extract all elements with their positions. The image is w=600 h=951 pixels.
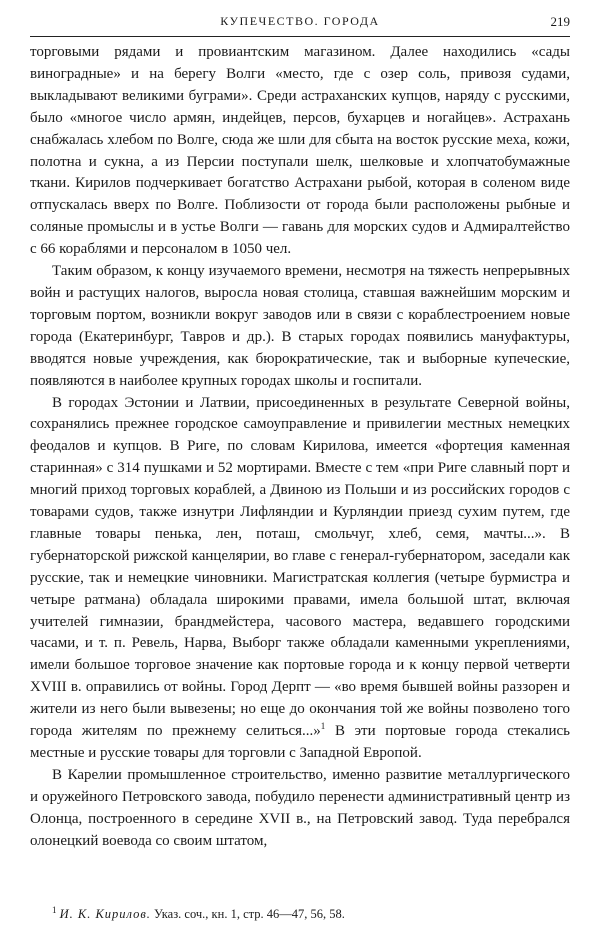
- page-number: 219: [550, 14, 570, 29]
- baltic-text-end: В эти портовые города стекались местные и русские товары для торговли с Западной Европой.: [30, 723, 571, 761]
- header-rule: [30, 36, 570, 37]
- paragraph-baltic: [30, 393, 570, 765]
- footnote-reference: 1: [320, 721, 326, 732]
- paragraph-astrakhan: торговыми рядами и провиантским магазином. Далее находились «сады виноградные» и на берегу Волги «место, где с озер соль, привозя судами, выкладывают великими буграми». Среди астраханских купцов, наряду с русскими, было «многое число армян, индейцев, персов, бухарцев и ногайцев». Астрахань снабжалась хлебом по Волге, сюда же шли для сбыта на восток русские меха, кожи, полотна и сукна, а из Персии поступали шелк, шелковые и хлопчатобумажные ткани. Кирилов подчеркивает богатство Астрахани рыбой, которая в соленом виде отпускалась вверх по Волге. Поблизости от города были расположены рыбные и соляные промыслы и в устье Волги — гавань для морских судов и Адмиралтейство с 66 кораблями и персоналом в 1050 чел.: [30, 44, 570, 258]
- running-title: КУПЕЧЕСТВО. ГОРОДА: [220, 14, 380, 28]
- footnote: [30, 906, 570, 922]
- page-header: [30, 14, 570, 36]
- footnote-text: Указ. соч., кн. 1, стр. 46—47, 56, 58.: [154, 907, 345, 921]
- footnote-author: И. К. Кирилов.: [59, 907, 151, 921]
- footnote-number: 1: [52, 904, 57, 915]
- body-text: [30, 42, 570, 853]
- baltic-text-tail: [325, 723, 335, 739]
- baltic-text: В городах Эстонии и Латвии, присоединенных в результате Северной войны, сохранялись прежнее городское самоуправление и привилегии местных немецких феодалов и купцов. В Риге, по словам Кирилова, имеется «фортеция каменная старинная» с 314 пушками и 52 мортирами. Вместе с тем «при Риге славный порт и многий приход торговых кораблей, а Двиною из Польши и из российских городов с товарами судов, также изнутри Лифляндии и Курляндии приезд сухим путем, где главные товары пенька, лен, поташ, смольчуг, хлеб, семя, мачты...». В губернаторской рижской канцелярии, во главе с генерал-губернатором, заседали как русские, так и немецкие чиновники. Магистратская коллегия (четыре бурмистра и четыре ратмана) обладала широкими правами, имела большой штат, включая учителей гимназии, брандмейстера, часового мастера, ведавшего городскими часами, и т. п. Ревель, Нарва, Выборг также обладали каменными укреплениями, имели большое торговое значение как портовые города и к концу первой четверти XVIII в. оправились от войны. Город Дерпт — «во время бывшей войны раззорен и жители из него были вывезены; но еще до окончания той же войны позволено того города жителям по прежнему селиться...»: [30, 394, 570, 740]
- paragraph-karelia: В Карелии промышленное строительство, именно развитие металлургического и оружейного Петровского завода, побудило перенести административный центр из Олонца, построенного в середине XVII в., на Петровский завод. Туда перебрался олонецкий воевода со своим штатом,: [30, 766, 570, 849]
- paragraph-summary: Таким образом, к концу изучаемого времени, несмотря на тяжесть непрерывных войн и растущих налогов, выросла новая столица, ставшая важнейшим морским и торговым портом, возникли вокруг заводов или в связи с кораблестроением новые города (Екатеринбург, Тавров и др.). В старых городах появились мануфактуры, вводятся новые учреждения, как бюрократические, так и выборные купеческие, появляются в наиболее крупных городах школы и госпитали.: [30, 263, 570, 389]
